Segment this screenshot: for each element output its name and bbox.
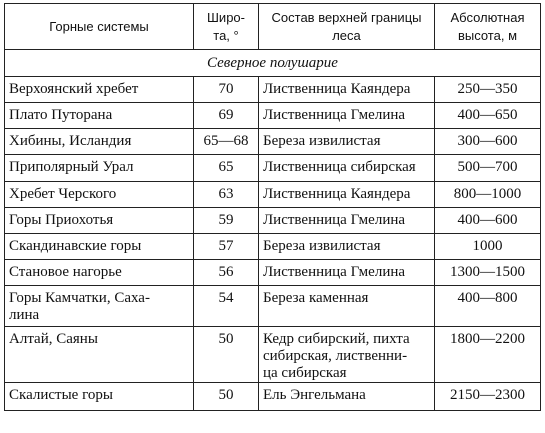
cell-treeline-composition: Лиственница Гмелина	[259, 103, 435, 129]
section-label: Северное полушарие	[5, 50, 541, 77]
cell-mountain-system: Верхоянский хребет	[5, 77, 194, 103]
cell-treeline-composition: Береза извилистая	[259, 234, 435, 260]
cell-latitude: 65—68	[194, 129, 259, 155]
header-row	[5, 4, 541, 50]
cell-altitude: 400—600	[435, 208, 541, 234]
cell-mountain-system: Скандинавские горы	[5, 234, 194, 260]
header-latitude: Широ- та, °	[194, 4, 259, 50]
cell-altitude: 400—650	[435, 103, 541, 129]
cell-treeline-composition: Ель Энгельмана	[259, 383, 435, 411]
cell-altitude: 1000	[435, 234, 541, 260]
cell-latitude: 54	[194, 286, 259, 327]
cell-mountain-system: Приполярный Урал	[5, 155, 194, 182]
table-row	[5, 327, 541, 383]
cell-latitude: 56	[194, 260, 259, 286]
cell-treeline-composition: Лиственница Каяндера	[259, 77, 435, 103]
cell-treeline-composition: Лиственница Каяндера	[259, 182, 435, 208]
cell-treeline-composition: Лиственница сибирская	[259, 155, 435, 182]
cell-altitude: 1800—2200	[435, 327, 541, 383]
cell-mountain-system: Хибины, Исландия	[5, 129, 194, 155]
table-row	[5, 182, 541, 208]
header-treeline: Состав верхней границы леса	[259, 4, 435, 50]
header-altitude: Абсолютная высота, м	[435, 4, 541, 50]
cell-latitude: 50	[194, 383, 259, 411]
cell-altitude: 2150—2300	[435, 383, 541, 411]
table-row	[5, 155, 541, 182]
table-row	[5, 129, 541, 155]
cell-latitude: 63	[194, 182, 259, 208]
cell-mountain-system: Горы Приохотья	[5, 208, 194, 234]
treeline-table	[4, 3, 541, 411]
cell-altitude: 800—1000	[435, 182, 541, 208]
cell-latitude: 57	[194, 234, 259, 260]
cell-latitude: 65	[194, 155, 259, 182]
cell-mountain-system: Плато Путорана	[5, 103, 194, 129]
table-row	[5, 103, 541, 129]
cell-mountain-system: Становое нагорье	[5, 260, 194, 286]
cell-latitude: 50	[194, 327, 259, 383]
table-row	[5, 77, 541, 103]
cell-latitude: 69	[194, 103, 259, 129]
cell-altitude: 400—800	[435, 286, 541, 327]
table-row	[5, 286, 541, 327]
table-row	[5, 260, 541, 286]
cell-treeline-composition: Лиственница Гмелина	[259, 260, 435, 286]
cell-altitude: 300—600	[435, 129, 541, 155]
cell-mountain-system: Горы Камчатки, Саха- лина	[5, 286, 194, 327]
table-row	[5, 383, 541, 411]
header-mountains: Горные системы	[5, 4, 194, 50]
cell-altitude: 500—700	[435, 155, 541, 182]
section-row	[5, 50, 541, 77]
cell-mountain-system: Скалистые горы	[5, 383, 194, 411]
cell-treeline-composition: Береза извилистая	[259, 129, 435, 155]
cell-latitude: 70	[194, 77, 259, 103]
cell-altitude: 1300—1500	[435, 260, 541, 286]
cell-treeline-composition: Береза каменная	[259, 286, 435, 327]
cell-treeline-composition: Кедр сибирский, пихта сибирская, лиственни- ца сибирская	[259, 327, 435, 383]
cell-mountain-system: Алтай, Саяны	[5, 327, 194, 383]
table-row	[5, 208, 541, 234]
cell-mountain-system: Хребет Черского	[5, 182, 194, 208]
cell-altitude: 250—350	[435, 77, 541, 103]
cell-treeline-composition: Лиственница Гмелина	[259, 208, 435, 234]
cell-latitude: 59	[194, 208, 259, 234]
table-row	[5, 234, 541, 260]
